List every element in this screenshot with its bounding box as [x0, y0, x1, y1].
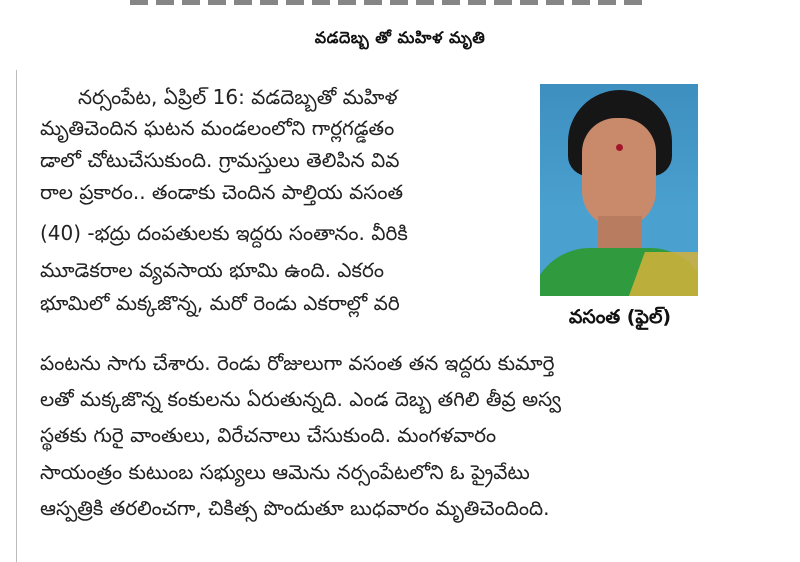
- body-line: స్థతకు గురై వాంతులు, విరేచనాలు చేసుకుంది. మంగళవారం: [40, 423, 497, 447]
- body-line: మూడెకరాల వ్యవసాయ భూమి ఉంది. ఎకరం: [40, 258, 384, 282]
- photo-caption: వసంత (ఫైల్): [568, 306, 672, 328]
- article-headline: వడదెబ్బ తో మహిళ మృతి: [314, 28, 486, 47]
- body-line: పంటను సాగు చేశారు. రెండు రోజులుగా వసంత తన ఇద్దరు కుమార్తె: [40, 351, 555, 375]
- body-line: రాల ప్రకారం.. తండాకు చెందిన పాల్తియ వసంత: [40, 180, 404, 204]
- portrait-photo: [540, 84, 698, 296]
- body-line: మృతిచెందిన ఘటన మండలంలోని గార్లగడ్డతం: [40, 116, 395, 140]
- body-line: డాలో చోటుచేసుకుంది. గ్రామస్తులు తెలిపిన వివ: [40, 148, 400, 172]
- column-divider: [16, 70, 17, 562]
- top-border-rule: [130, 0, 650, 5]
- body-line: సాయంత్రం కుటుంబ సభ్యులు ఆమెను నర్సంపేటలోని ఓ ప్రైవేటు: [40, 460, 530, 484]
- body-line: (40) -భద్రు దంపతులకు ఇద్దరు సంతానం. వీరికి: [40, 221, 408, 245]
- body-line: ఆస్పత్రికి తరలించగా, చికిత్స పొందుతూ బుధవారం మృతిచెందింది.: [40, 496, 550, 520]
- body-line: భూమిలో మక్కజొన్న, మరో రెండు ఎకరాల్లో వరి: [40, 291, 400, 315]
- body-line: లతో మక్కజొన్న కంకులను ఏరుతున్నది. ఎండ దెబ్బ తగిలి తీవ్ర అస్వ: [40, 387, 562, 411]
- body-line: నర్సంపేట, ఏప్రిల్ 16: వడదెబ్బతో మహిళ: [78, 85, 398, 109]
